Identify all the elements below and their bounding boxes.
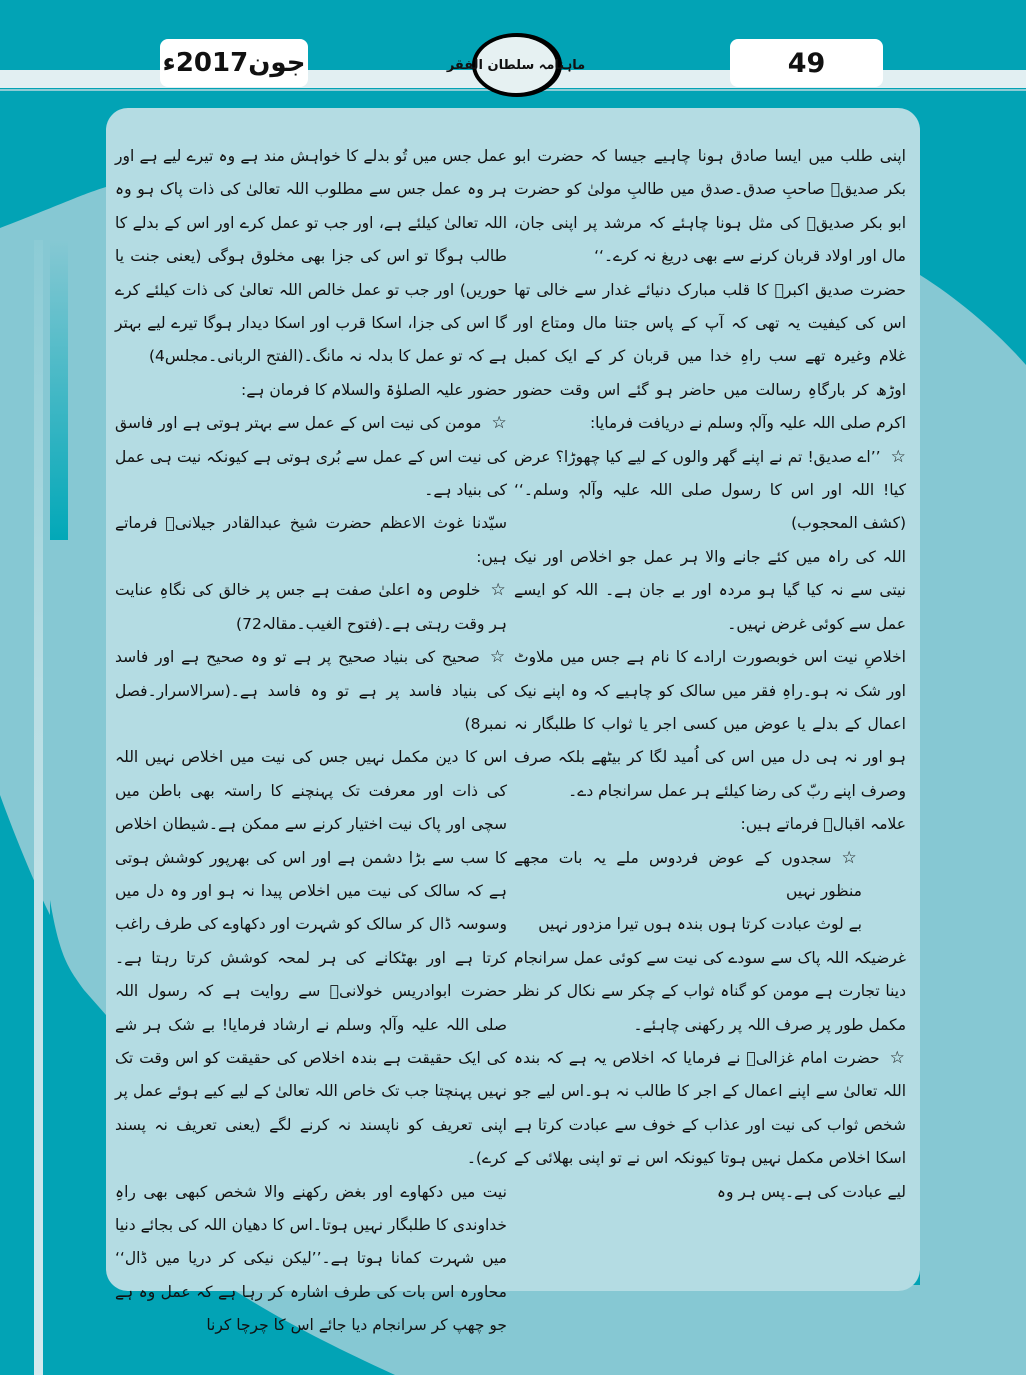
article-paragraph [514, 942, 906, 1042]
article-paragraph [514, 541, 906, 641]
magazine-logo [446, 33, 586, 97]
paragraph-text: اپنی طلب میں ایسا صادق ہونا چاہیے جیسا کہ حضرت ابو بکر صدیقؓ صاحبِ صدق۔صدق میں طالبِ مولیٰ کو حضرت ابو بکر صدیقؓ کی مثل ہونا چاہئے کہ مرشد پر اپنی جان، مال اور اولاد قربان کرنے سے بھی دریغ نہ کرے۔‘‘ [514, 147, 906, 266]
article-paragraph [514, 441, 906, 541]
paragraph-text: نیت میں دکھاوے اور بغض رکھنے والا شخص کبھی بھی راہِ خداوندی کا طلبگار نہیں ہوتا۔اس کا دھیان اللہ کی بجائے دنیا میں شہرت کمانا ہوتا ہے۔’’لیکن نیکی کر دریا میں ڈال‘‘ محاورہ اس بات کی طرف اشارہ کر رہا ہے کہ عمل وہ ہے جو چھپ کر سرانجام دیا جائے اس کا چرچا کرنا [115, 1182, 507, 1335]
article-paragraph [514, 908, 906, 941]
page-number: 49 [730, 39, 883, 87]
paragraph-text: حضرت صدیق اکبرؓ کا قلب مبارک دنیائے غدار سے خالی تھا اس کی کیفیت یہ تھی کہ آپ کے پاس جتنا مال ومتاع اور غلام وغیرہ تھے سب راہِ خدا میں قربان کر کے ایک کمبل اوڑھ کر بارگاہِ رسالت میں حاضر ہو گئے اس وقت حضور اکرم صلی اللہ علیہ وآلہٖ وسلم نے دریافت فرمایا: [514, 280, 906, 433]
paragraph-text: خلوص وہ اعلیٰ صفت ہے جس پر خالق کی نگاہِ عنایت ہر وقت رہتی ہے۔(فتوح الغیب۔مقالہ72) [115, 581, 507, 633]
paragraph-text: عمل جس میں تُو بدلے کا خواہش مند ہے وہ تیرے لیے ہے اور ہر وہ عمل جس سے مطلوب اللہ تعالیٰ کی ذات پاک ہو وہ اللہ تعالیٰ کیلئے ہے، اور جب تو عمل کرے اور اس کے بدلے کا طالب ہوگا تو اس کی جزا بھی مخلوق ہوگی (یعنی جنت یا حوریں) اور جب تو عمل خالص اللہ تعالیٰ کی ذات کیلئے کرے گا اس کی جزا، اسکا قرب اور اسکا دیدار ہوگا تیرے لیے بہتر ہے کہ تو عمل کا بدلہ نہ مانگ۔(الفتح الربانی۔مجلس4) [115, 147, 507, 366]
paragraph-text: حضرت امام غزالیؒ نے فرمایا کہ اخلاص یہ ہے کہ بندہ اللہ تعالیٰ سے اپنے اعمال کے اجر کا طالب نہ ہو۔اس لیے جو شخص ثواب کی نیت اور عذاب کے خوف سے عبادت کرتا ہے اسکا اخلاص مکمل نہیں ہوتا کیونکہ اس نے تو اپنی بھلائی کے لیے عبادت کی ہے۔پس ہر وہ [514, 1048, 906, 1201]
logo-text: ماہنامہ سلطان الفقر [476, 37, 556, 93]
article-paragraph [115, 140, 507, 374]
article-paragraph [115, 574, 507, 641]
star-bullet-icon: ☆ [841, 847, 862, 868]
star-bullet-icon: ☆ [890, 446, 906, 467]
article-paragraph [115, 1176, 507, 1343]
star-bullet-icon: ☆ [490, 580, 507, 601]
article-paragraph [115, 641, 507, 741]
paragraph-text: علامہ اقبالؒ فرماتے ہیں: [740, 815, 906, 834]
article-paragraph [514, 1042, 906, 1209]
paragraph-text: اس کا دین مکمل نہیں جس کی نیت میں اخلاص نہیں اللہ کی ذات اور معرفت تک پہنچنے کا راستہ بھی باطن میں سچی اور پاک نیت اختیار کرنے سے ممکن ہے۔شیطان اخلاص کا سب سے بڑا دشمن ہے اور اس کی بھرپور کوشش ہوتی ہے کہ سالک کی نیت میں اخلاص پیدا نہ ہو اور وہ دل میں وسوسہ ڈال کر سالک کو شہرت اور دکھاوے کی طرف راغب کرتا ہے اور بھٹکانے کی ہر لمحہ کوشش کرتا رہتا ہے۔حضرت ابوادریس خولانیؒ سے روایت ہے کہ رسول اللہ صلی اللہ علیہ وآلہٖ وسلم نے ارشاد فرمایا! بے شک ہر شے کی ایک حقیقت ہے بندہ اخلاص کی حقیقت کو اس وقت تک نہیں پہنچتا جب تک خاص اللہ تعالیٰ کے لیے کیے ہوئے عمل پر اپنی تعریف کو ناپسند نہ کرنے لگے (یعنی تعریف نہ پسند کرے)۔ [115, 748, 507, 1168]
paragraph-text: سیّدنا غوث الاعظم حضرت شیخ عبدالقادر جیلانیؓ فرماتے ہیں: [115, 514, 507, 566]
paragraph-text: صحیح کی بنیاد صحیح پر ہے تو وہ صحیح ہے اور فاسد کی بنیاد فاسد پر ہے تو وہ فاسد ہے۔(سرالاسرار۔فصل نمبر8) [115, 648, 507, 733]
star-bullet-icon: ☆ [489, 647, 507, 668]
paragraph-text: اخلاصِ نیت اس خوبصورت ارادے کا نام ہے جس میں ملاوٹ اور شک نہ ہو۔راہِ فقر میں سالک کو چاہیے کہ وہ اپنے نیک اعمال کے بدلے یا عوض میں کسی اجر یا ثواب کا طلبگار نہ ہو اور نہ ہی دل میں اس کی اُمید لگا کر بیٹھے بلکہ صرف وصرف اپنے ربّ کی رضا کیلئے ہر عمل سرانجام دے۔ [514, 648, 906, 800]
paragraph-text: مومن کی نیت اس کے عمل سے بہتر ہوتی ہے اور فاسق کی نیت اس کے عمل سے بُری ہوتی ہے کیونکہ نیت ہی عمل کی بنیاد ہے۔ [115, 414, 507, 500]
article-column-right [514, 140, 906, 1209]
paragraph-text: حضور علیہ الصلوٰۃ والسلام کا فرمان ہے: [241, 380, 507, 399]
paragraph-text: بے لوث عبادت کرتا ہوں بندہ ہوں تیرا مزدور نہیں [538, 915, 862, 934]
star-bullet-icon: ☆ [491, 413, 507, 434]
paragraph-text: ’’اے صدیق! تم نے اپنے گھر والوں کے لیے کیا چھوڑا؟ عرض کیا! اللہ اور اس کا رسول صلی اللہ علیہ وآلہٖ وسلم۔‘‘ (کشف المحجوب) [514, 447, 906, 533]
paragraph-text: غرضیکہ اللہ پاک سے سودے کی نیت سے کوئی عمل سرانجام دینا تجارت ہے مومن کو گناہ ثواب کے چکر سے نکال کر نظر مکمل طور پر صرف اللہ پر رکھنی چاہئے۔ [514, 948, 906, 1034]
article-paragraph [115, 741, 507, 1175]
decorative-strip-light [34, 240, 43, 1375]
article-column-left [115, 140, 507, 1343]
article-paragraph [514, 641, 906, 808]
article-paragraph [514, 842, 906, 909]
star-bullet-icon: ☆ [889, 1047, 906, 1068]
article-paragraph [115, 407, 507, 507]
article-paragraph [514, 274, 906, 441]
article-paragraph [514, 140, 906, 274]
article-paragraph [514, 808, 906, 841]
article-paragraph [115, 507, 507, 574]
paragraph-text: اللہ کی راہ میں کئے جانے والا ہر عمل جو اخلاص اور نیک نیتی سے نہ کیا گیا ہو مردہ اور بے جان ہے۔ اللہ کو ایسے عمل سے کوئی غرض نہیں۔ [514, 547, 906, 633]
paragraph-text: سجدوں کے عوض فردوس ملے یہ بات مجھے منظور نہیں [514, 848, 862, 900]
issue-date: جون2017ء [160, 39, 308, 87]
article-paragraph [115, 374, 507, 407]
decorative-strip [50, 240, 68, 540]
